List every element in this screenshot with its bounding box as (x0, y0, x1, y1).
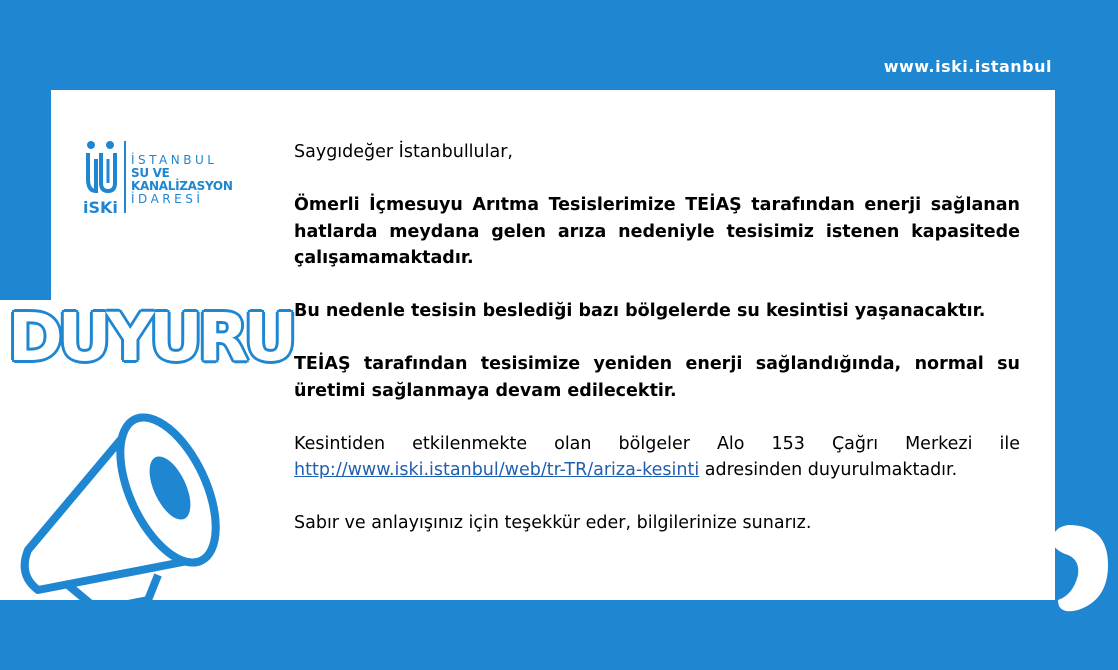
logo-line-idaresi: İDARESİ (131, 192, 204, 206)
headline-duyuru: DUYURU (8, 299, 293, 376)
logo-mark-text: iSKi (83, 198, 118, 217)
site-url: www.iski.istanbul (883, 57, 1052, 76)
water-drop-icon (1018, 520, 1118, 630)
megaphone-icon (8, 400, 248, 630)
closing: Sabır ve anlayışınız için teşekkür eder, bilgilerinize sunarız. (294, 513, 812, 533)
paragraph-outage-cause: Ömerli İçmesuyu Arıtma Tesislerimize TEİAŞ tarafından enerji sağlanan hatlarda meydana gelen arıza nedeniyle tesisimiz istenen kapasitede çalışamamaktadır. (294, 195, 1020, 268)
affected-areas-suffix: adresinden duyurulmaktadır. (699, 460, 958, 480)
paragraph-water-cut: Bu nedenle tesisin beslediği bazı bölgelerde su kesintisi yaşanacaktır. (294, 301, 986, 321)
paragraph-affected-areas (294, 431, 1020, 484)
logo-line-su-ve-kanalizasyon: SU VE KANALİZASYON (131, 166, 233, 193)
logo-divider (124, 141, 126, 213)
iski-logo-mark-icon (82, 139, 122, 219)
paragraph-restoration: TEİAŞ tarafından tesisimize yeniden enerji sağlandığında, normal su üretimi sağlanmaya devam edilecektir. (294, 354, 1020, 401)
affected-areas-text: Kesintiden etkilenmekte olan bölgeler Alo 153 Çağrı Merkezi ile (294, 433, 1020, 454)
announcement-body (294, 139, 1020, 563)
logo-line-istanbul: İSTANBUL (131, 153, 218, 167)
logo-wordmark (131, 154, 272, 206)
iski-logo (82, 139, 272, 219)
greeting: Saygıdeğer İstanbullular, (294, 142, 513, 162)
outage-link[interactable]: http://www.iski.istanbul/web/tr-TR/ariza-kesinti (294, 460, 700, 480)
